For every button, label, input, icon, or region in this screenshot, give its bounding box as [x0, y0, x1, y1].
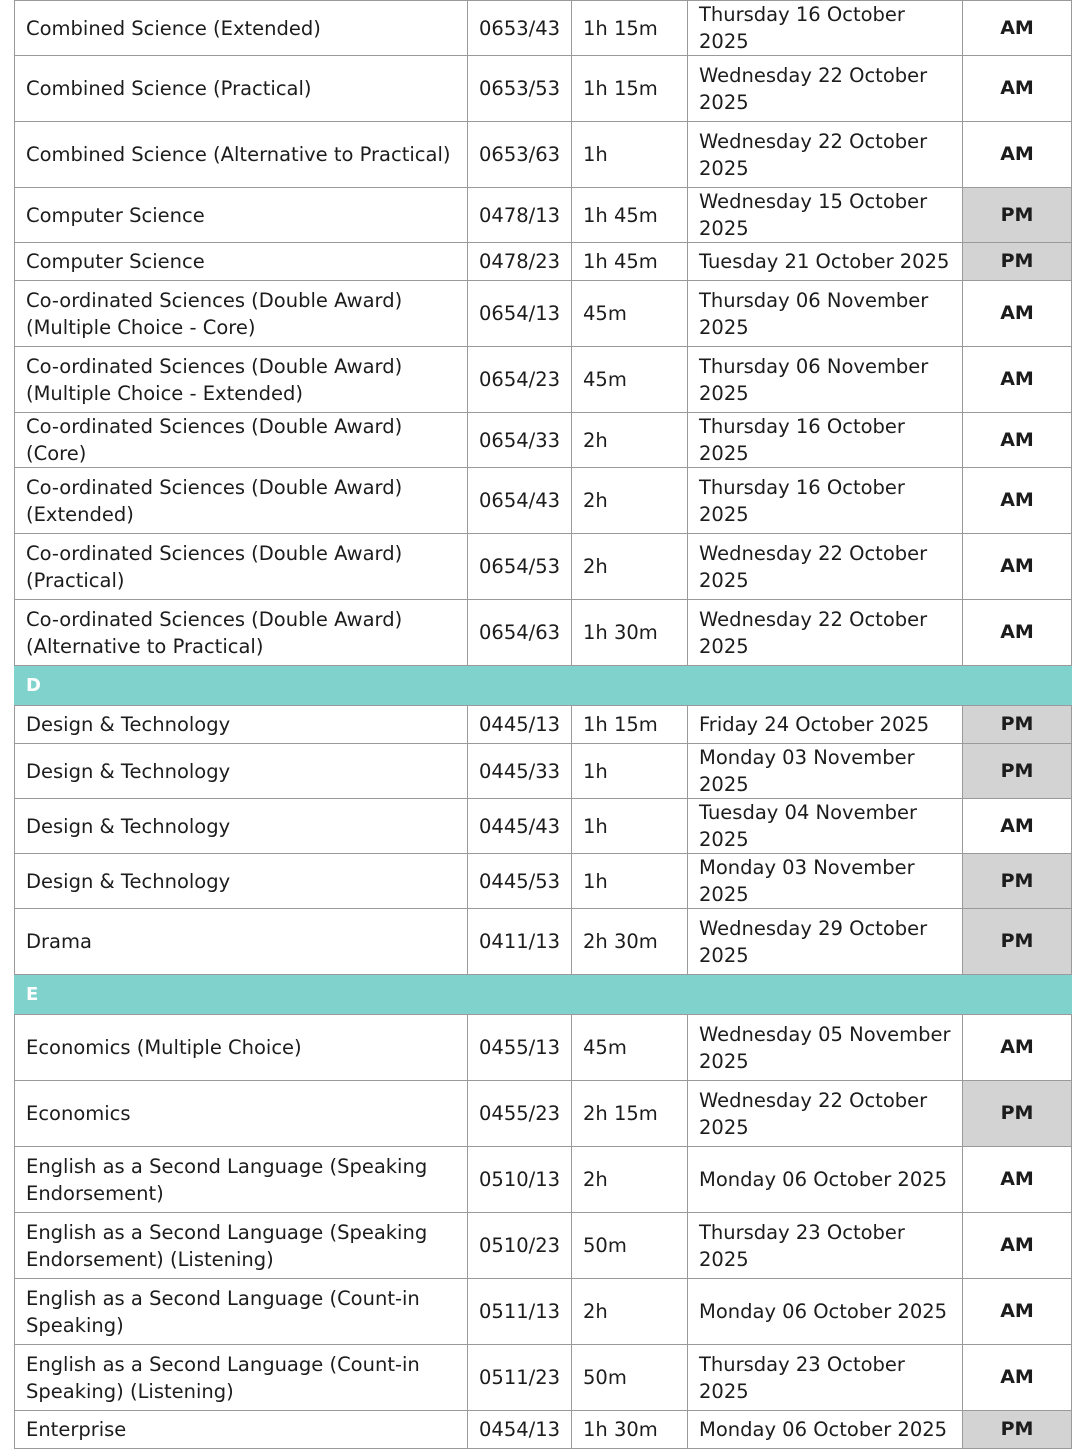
subject-cell: Drama [15, 909, 468, 975]
session-cell: AM [963, 1, 1072, 56]
duration-cell: 1h 45m [572, 188, 688, 243]
table-row [15, 56, 1072, 122]
component-code-cell: 0511/23 [468, 1345, 572, 1411]
duration-cell: 2h [572, 413, 688, 468]
timetable-body [15, 1, 1072, 1449]
duration-cell: 1h 30m [572, 600, 688, 666]
exam-date-cell: Wednesday 29 October 2025 [688, 909, 963, 975]
duration-cell: 2h [572, 1279, 688, 1345]
subject-cell: Design & Technology [15, 854, 468, 909]
session-cell: AM [963, 799, 1072, 854]
subject-cell: Combined Science (Extended) [15, 1, 468, 56]
table-row [15, 706, 1072, 744]
subject-cell: Combined Science (Practical) [15, 56, 468, 122]
component-code-cell: 0445/43 [468, 799, 572, 854]
component-code-cell: 0654/63 [468, 600, 572, 666]
exam-date-cell: Thursday 16 October 2025 [688, 1, 963, 56]
table-row [15, 243, 1072, 281]
component-code-cell: 0511/13 [468, 1279, 572, 1345]
duration-cell: 45m [572, 347, 688, 413]
session-cell: AM [963, 1345, 1072, 1411]
component-code-cell: 0455/23 [468, 1081, 572, 1147]
exam-date-cell: Monday 06 October 2025 [688, 1411, 963, 1449]
table-row [15, 122, 1072, 188]
exam-date-cell: Thursday 23 October 2025 [688, 1213, 963, 1279]
subject-cell: Co-ordinated Sciences (Double Award) (Core) [15, 413, 468, 468]
subject-cell: Design & Technology [15, 706, 468, 744]
subject-cell: English as a Second Language (Count-in Speaking) (Listening) [15, 1345, 468, 1411]
session-cell: PM [963, 1081, 1072, 1147]
subject-cell: Co-ordinated Sciences (Double Award) (Multiple Choice - Extended) [15, 347, 468, 413]
duration-cell: 1h 15m [572, 56, 688, 122]
table-row [15, 468, 1072, 534]
subject-cell: Co-ordinated Sciences (Double Award) (Multiple Choice - Core) [15, 281, 468, 347]
subject-cell: English as a Second Language (Speaking Endorsement) [15, 1147, 468, 1213]
component-code-cell: 0654/23 [468, 347, 572, 413]
duration-cell: 50m [572, 1345, 688, 1411]
session-cell: AM [963, 281, 1072, 347]
exam-date-cell: Wednesday 22 October 2025 [688, 1081, 963, 1147]
subject-cell: Design & Technology [15, 799, 468, 854]
component-code-cell: 0653/63 [468, 122, 572, 188]
exam-date-cell: Wednesday 05 November 2025 [688, 1015, 963, 1081]
session-cell: AM [963, 1015, 1072, 1081]
section-letter-row [15, 975, 1072, 1015]
section-letter-row [15, 666, 1072, 706]
session-cell: PM [963, 243, 1072, 281]
exam-date-cell: Friday 24 October 2025 [688, 706, 963, 744]
component-code-cell: 0411/13 [468, 909, 572, 975]
duration-cell: 2h 15m [572, 1081, 688, 1147]
exam-date-cell: Tuesday 21 October 2025 [688, 243, 963, 281]
duration-cell: 45m [572, 1015, 688, 1081]
component-code-cell: 0454/13 [468, 1411, 572, 1449]
subject-cell: Design & Technology [15, 744, 468, 799]
table-row [15, 188, 1072, 243]
duration-cell: 50m [572, 1213, 688, 1279]
duration-cell: 45m [572, 281, 688, 347]
component-code-cell: 0455/13 [468, 1015, 572, 1081]
exam-date-cell: Thursday 06 November 2025 [688, 281, 963, 347]
exam-date-cell: Wednesday 15 October 2025 [688, 188, 963, 243]
table-row [15, 1345, 1072, 1411]
component-code-cell: 0654/33 [468, 413, 572, 468]
component-code-cell: 0654/43 [468, 468, 572, 534]
session-cell: AM [963, 347, 1072, 413]
duration-cell: 1h [572, 799, 688, 854]
component-code-cell: 0478/23 [468, 243, 572, 281]
session-cell: PM [963, 1411, 1072, 1449]
component-code-cell: 0653/53 [468, 56, 572, 122]
subject-cell: Enterprise [15, 1411, 468, 1449]
session-cell: AM [963, 1147, 1072, 1213]
exam-date-cell: Wednesday 22 October 2025 [688, 534, 963, 600]
duration-cell: 1h [572, 854, 688, 909]
session-cell: AM [963, 534, 1072, 600]
duration-cell: 1h [572, 122, 688, 188]
session-cell: AM [963, 600, 1072, 666]
component-code-cell: 0445/33 [468, 744, 572, 799]
subject-cell: English as a Second Language (Speaking Endorsement) (Listening) [15, 1213, 468, 1279]
component-code-cell: 0510/13 [468, 1147, 572, 1213]
table-row [15, 1, 1072, 56]
duration-cell: 1h [572, 744, 688, 799]
duration-cell: 1h 30m [572, 1411, 688, 1449]
duration-cell: 1h 15m [572, 1, 688, 56]
table-row [15, 281, 1072, 347]
component-code-cell: 0445/53 [468, 854, 572, 909]
component-code-cell: 0445/13 [468, 706, 572, 744]
subject-cell: Co-ordinated Sciences (Double Award) (Alternative to Practical) [15, 600, 468, 666]
component-code-cell: 0654/13 [468, 281, 572, 347]
subject-cell: Economics [15, 1081, 468, 1147]
table-row [15, 534, 1072, 600]
session-cell: AM [963, 1279, 1072, 1345]
duration-cell: 2h [572, 468, 688, 534]
exam-date-cell: Thursday 16 October 2025 [688, 413, 963, 468]
table-row [15, 413, 1072, 468]
table-row [15, 1081, 1072, 1147]
exam-date-cell: Wednesday 22 October 2025 [688, 56, 963, 122]
exam-date-cell: Thursday 23 October 2025 [688, 1345, 963, 1411]
table-row [15, 799, 1072, 854]
subject-cell: English as a Second Language (Count-in Speaking) [15, 1279, 468, 1345]
table-row [15, 909, 1072, 975]
table-row [15, 1147, 1072, 1213]
session-cell: PM [963, 744, 1072, 799]
component-code-cell: 0478/13 [468, 188, 572, 243]
session-cell: AM [963, 122, 1072, 188]
duration-cell: 2h [572, 534, 688, 600]
section-letter: D [15, 666, 1072, 706]
session-cell: PM [963, 188, 1072, 243]
table-row [15, 1213, 1072, 1279]
exam-date-cell: Monday 03 November 2025 [688, 744, 963, 799]
exam-date-cell: Thursday 06 November 2025 [688, 347, 963, 413]
component-code-cell: 0654/53 [468, 534, 572, 600]
subject-cell: Co-ordinated Sciences (Double Award) (Practical) [15, 534, 468, 600]
table-row [15, 1015, 1072, 1081]
session-cell: AM [963, 413, 1072, 468]
session-cell: AM [963, 468, 1072, 534]
subject-cell: Combined Science (Alternative to Practical) [15, 122, 468, 188]
exam-date-cell: Monday 03 November 2025 [688, 854, 963, 909]
exam-date-cell: Wednesday 22 October 2025 [688, 122, 963, 188]
subject-cell: Co-ordinated Sciences (Double Award) (Extended) [15, 468, 468, 534]
session-cell: AM [963, 1213, 1072, 1279]
session-cell: PM [963, 909, 1072, 975]
duration-cell: 2h [572, 1147, 688, 1213]
session-cell: PM [963, 706, 1072, 744]
table-row [15, 744, 1072, 799]
duration-cell: 2h 30m [572, 909, 688, 975]
table-row [15, 854, 1072, 909]
subject-cell: Economics (Multiple Choice) [15, 1015, 468, 1081]
session-cell: PM [963, 854, 1072, 909]
exam-date-cell: Tuesday 04 November 2025 [688, 799, 963, 854]
duration-cell: 1h 45m [572, 243, 688, 281]
table-row [15, 1279, 1072, 1345]
exam-date-cell: Wednesday 22 October 2025 [688, 600, 963, 666]
component-code-cell: 0653/43 [468, 1, 572, 56]
exam-date-cell: Monday 06 October 2025 [688, 1147, 963, 1213]
exam-date-cell: Thursday 16 October 2025 [688, 468, 963, 534]
section-letter: E [15, 975, 1072, 1015]
table-row [15, 1411, 1072, 1449]
exam-date-cell: Monday 06 October 2025 [688, 1279, 963, 1345]
duration-cell: 1h 15m [572, 706, 688, 744]
subject-cell: Computer Science [15, 188, 468, 243]
table-row [15, 600, 1072, 666]
session-cell: AM [963, 56, 1072, 122]
exam-timetable [14, 0, 1072, 1449]
component-code-cell: 0510/23 [468, 1213, 572, 1279]
subject-cell: Computer Science [15, 243, 468, 281]
table-row [15, 347, 1072, 413]
